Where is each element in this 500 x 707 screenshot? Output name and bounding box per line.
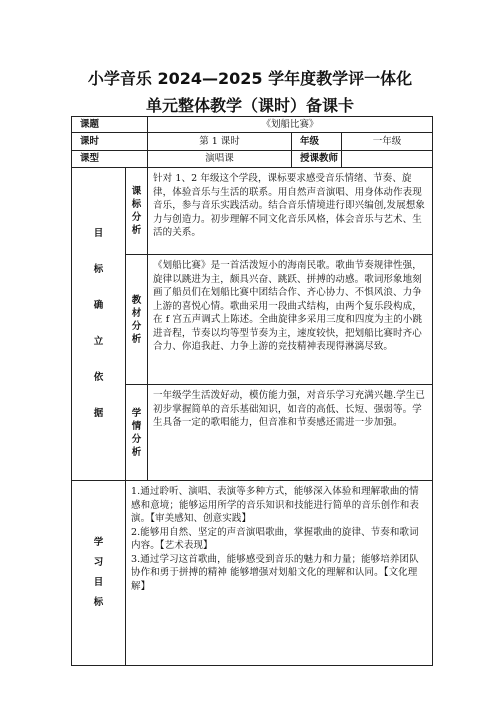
student-analysis-label: 学 情 分 析	[126, 385, 148, 481]
objectives-text	[126, 481, 433, 666]
material-analysis-text: 《划船比赛》是一首活泼短小的海南民歌。歌曲节奏规律性强，旋律以跳进为主，颇具兴奋、跳跃、拼搏的动感。歌词形象地刻画了船员们在划船比赛中团结合作、齐心协力、不惧风浪、力争上游的喜悦心情。歌曲采用一段曲式结构，由两个复乐段构成，在 f 宫五声调式上陈述。全曲旋律多采用三度和四度为主的小跳进音程，节奏以均等型节奏为主，速度较快，把划船比赛时齐心合力、你追我赶、力争上游的竞技精神表现得淋漓尽致。	[148, 255, 433, 385]
topic-label: 课题	[72, 117, 148, 133]
row-learning-objectives	[72, 481, 433, 666]
teacher-label: 授课教师	[292, 151, 342, 168]
objective-item: 3.通过学习这首歌曲，能够感受到音乐的魅力和力量；能够培养团队协作和勇于拼搏的精神 能够增强对划船文化的理解和认同。【文化理解】	[131, 553, 419, 592]
row-material-analysis	[72, 255, 433, 385]
lesson-plan-table	[71, 116, 433, 666]
document-title-line1: 小学音乐 2024—2025 学年度教学评一体化	[87, 69, 413, 88]
topic-value: 《划船比赛》	[148, 117, 433, 133]
type-label: 课型	[72, 151, 148, 168]
grade-value: 一年级	[342, 133, 433, 151]
section-objectives-label: 学 习 目 标	[72, 481, 126, 666]
section-basis-label: 目 标 确 立 依 据	[72, 168, 126, 481]
grade-label: 年级	[292, 133, 342, 151]
objective-item: 2.能够用自然、坚定的声音演唱歌曲，掌握歌曲的旋律、节奏和歌词内容。【艺术表现】	[131, 526, 419, 551]
material-analysis-label: 教 材 分 析	[126, 255, 148, 385]
row-student-analysis	[72, 385, 433, 481]
document-title-line2: 单元整体教学（课时）备课卡	[145, 96, 354, 115]
curriculum-analysis-label: 课 标 分 析	[126, 168, 148, 255]
row-period	[72, 133, 433, 151]
row-curriculum-analysis	[72, 168, 433, 255]
period-value: 第 1 课时	[148, 133, 292, 151]
student-analysis-text: 一年级学生活泼好动，模仿能力强，对音乐学习充满兴趣.学生已初步掌握简单的音乐基础知识，如音的高低、长短、强弱等。学生具备一定的歌唱能力，但音准和节奏感还需进一步加强。	[148, 385, 433, 481]
objective-item: 1.通过聆听、演唱、表演等多种方式，能够深入体验和理解歌曲的情感和意境；能够运用所学的音乐知识和技能进行简单的音乐创作和表演。【审美感知、创意实践】	[131, 486, 420, 524]
row-topic	[72, 117, 433, 133]
period-label: 课时	[72, 133, 148, 151]
teacher-value	[342, 151, 433, 168]
type-value: 演唱课	[148, 151, 292, 168]
row-type	[72, 151, 433, 168]
curriculum-analysis-text: 针对 1、2 年级这个学段，课标要求感受音乐情绪、节奏、旋律，体验音乐与生活的联系。用自然声音演唱、用身体动作表现音乐，参与音乐实践活动。结合音乐情境进行即兴编创,发展想象力与创造力。初步理解不同文化音乐风格，体会音乐与艺术、生活的关系。	[148, 168, 433, 255]
